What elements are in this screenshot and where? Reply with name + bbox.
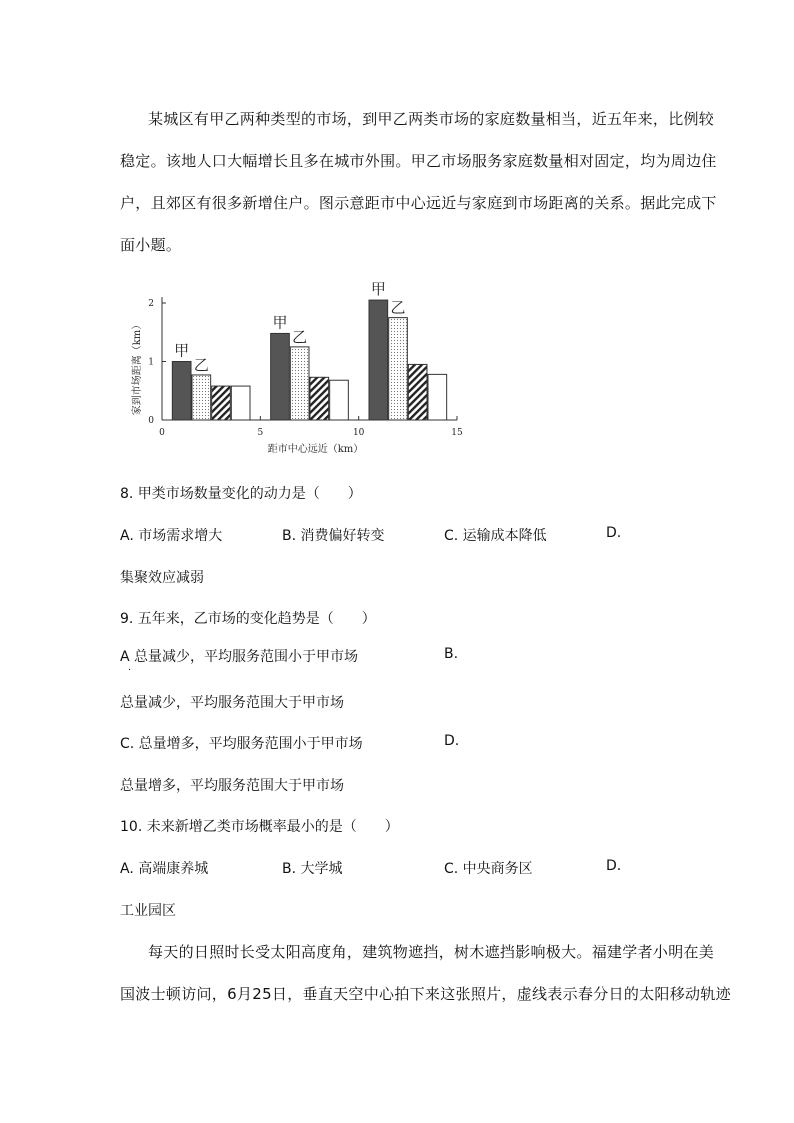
q10-stem: 10. 未来新增乙类市场概率最小的是（ ） [120,819,399,835]
bar [389,318,408,420]
q10-option-a[interactable]: A. 高端康养城 [120,861,209,877]
q10-option-d[interactable]: D. [606,858,622,874]
q9-option-a[interactable]: A 总量减少，平均服务范围小于甲市场 [120,649,359,665]
bar [192,375,211,420]
series-label-yi: 乙 [390,298,406,317]
series-label-jia: 甲 [174,341,190,360]
bar [271,333,290,420]
y-tick-label: 1 [148,357,154,368]
q9-stem: 9. 五年来，乙市场的变化趋势是（ ） [120,611,376,627]
q9-option-c[interactable]: C. 总量增多，平均服务范围小于甲市场 [120,736,363,752]
bar [369,300,388,420]
y-axis-label: 家到市场距离（km） [132,319,143,416]
q8-option-a[interactable]: A. 市场需求增大 [120,528,223,544]
x-axis-label: 距市中心远近（km） [267,444,364,455]
passage1-line-1: 某城区有甲乙两种类型的市场，到甲乙两类市场的家庭数量相当，近五年来，比例较 [148,110,715,128]
q9-option-d-text: 总量增多，平均服务范围大于甲市场 [120,778,344,794]
chart-bars [172,300,446,420]
q10-option-b[interactable]: B. 大学城 [282,861,343,877]
decorative-dot: · [128,665,132,676]
bar [310,377,329,420]
q10-option-d-text: 工业园区 [120,903,176,919]
series-label-yi: 乙 [193,355,209,374]
bar [428,374,447,420]
y-tick-label: 2 [148,299,154,309]
bar [408,364,427,420]
q8-stem: 8. 甲类市场数量变化的动力是（ ） [120,486,362,502]
passage2-line-2: 国波士顿访问，6月25日，垂直天空中心拍下来这张照片，虚线表示春分日的太阳移动轨迹 [120,985,731,1003]
q9-option-b-text: 总量减少，平均服务范围大于甲市场 [120,695,344,711]
passage2-line-1: 每天的日照时长受太阳高度角，建筑物遮挡，树木遮挡影响极大。福建学者小明在美 [148,943,715,961]
bar [290,347,309,420]
q8-option-d[interactable]: D. [606,525,622,541]
q9-option-d[interactable]: D. [444,733,460,749]
passage1-line-4: 面小题。 [120,236,182,254]
q8-option-d-text: 集聚效应减弱 [120,570,204,586]
bar [231,386,250,420]
x-tick-label: 10 [352,428,365,438]
q8-option-c[interactable]: C. 运输成本降低 [444,528,547,544]
bar [172,362,191,421]
passage1-line-3: 户，且郊区有很多新增住户。图示意距市中心远近与家庭到市场距离的关系。据此完成下 [120,194,717,212]
x-tick-label: 15 [451,428,463,438]
market-distance-chart [120,276,470,461]
x-tick-label: 5 [257,428,264,438]
q9-option-b[interactable]: B. [444,646,459,662]
bar [212,386,231,420]
passage1-line-2: 稳定。该地人口大幅增长且多在城市外围。甲乙市场服务家庭数量相对固定，均为周边住 [120,152,717,170]
q8-option-b[interactable]: B. 消费偏好转变 [282,528,385,544]
x-tick-label: 0 [159,428,165,438]
y-tick-label: 0 [148,416,154,426]
series-label-jia: 甲 [370,280,386,299]
bar [330,380,349,420]
q10-option-c[interactable]: C. 中央商务区 [444,861,533,877]
series-label-jia: 甲 [272,313,288,332]
series-label-yi: 乙 [292,327,308,346]
